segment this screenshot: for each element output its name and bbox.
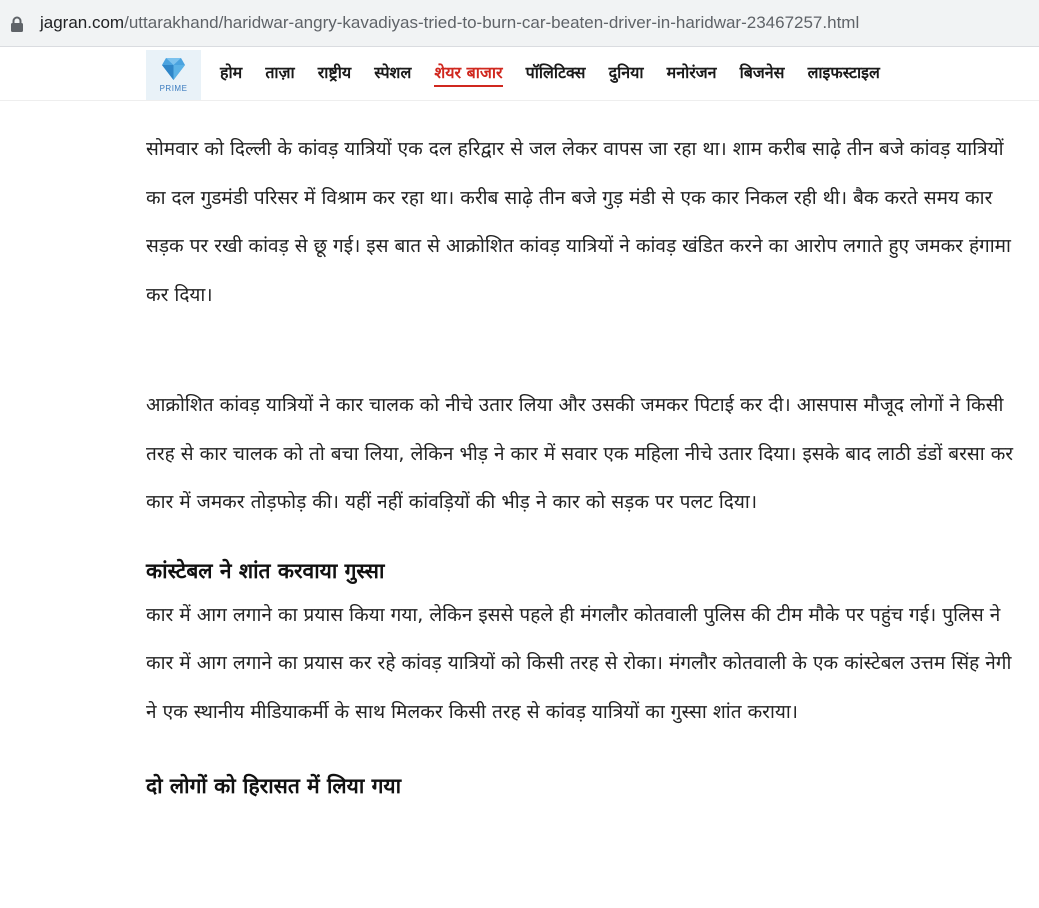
nav-item-lifestyle[interactable]: लाइफस्टाइल <box>807 63 880 82</box>
article-body <box>146 125 1026 806</box>
url-path: /uttarakhand/haridwar-angry-kavadiyas-tried-to-burn-car-beaten-driver-in-haridwar-23467257.html <box>124 13 860 32</box>
nav-item-national[interactable]: राष्ट्रीय <box>317 63 352 82</box>
nav-item-entertainment[interactable]: मनोरंजन <box>666 63 717 82</box>
browser-address-bar[interactable] <box>0 0 1039 47</box>
nav-item-share-market[interactable]: शेयर बाजार <box>434 61 502 87</box>
nav-item-latest[interactable]: ताज़ा <box>265 63 295 82</box>
section-heading-constable: कांस्टेबल ने शांत करवाया गुस्सा <box>146 558 385 583</box>
url-host: jagran.com <box>40 13 125 32</box>
nav-item-special[interactable]: स्पेशल <box>374 63 412 82</box>
article-paragraph-1: सोमवार को दिल्ली के कांवड़ यात्रियों एक दल हरिद्वार से जल लेकर वापस जा रहा था। शाम करीब साढ़े तीन बजे कांवड़ यात्रियों का दल गुडमंडी परिसर में विश्राम कर रहा था। करीब साढ़े तीन बजे गुड़ मंडी से एक कार निकल रही थी। बैक करते समय कार सड़क पर रखी कांवड़ से छू गई। इस बात से आक्रोशित कांवड़ यात्रियों ने कांवड़ खंडित करने का आरोप लगाते हुए जमकर हंगामा कर दिया। <box>146 138 1011 306</box>
nav-item-politics[interactable]: पॉलिटिक्स <box>525 63 586 82</box>
nav-item-home[interactable]: होम <box>220 63 243 82</box>
lock-icon[interactable] <box>10 16 24 32</box>
main-nav <box>220 61 898 87</box>
nav-item-business[interactable]: बिजनेस <box>739 63 785 82</box>
section-heading-custody: दो लोगों को हिरासत में लिया गया <box>146 774 402 798</box>
nav-item-world[interactable]: दुनिया <box>608 63 644 82</box>
article-paragraph-2: आक्रोशित कांवड़ यात्रियों ने कार चालक को नीचे उतार लिया और उसकी जमकर पिटाई कर दी। आसपास मौजूद लोगों ने किसी तरह से कार चालक को तो बचा लिया, लेकिन भीड़ ने कार में सवार एक महिला नीचे उतार दिया। इसके बाद लाठी डंडों बरसा कर कार में जमकर तोड़फोड़ की। यहीं नहीं कांवड़ियों की भीड़ ने कार को सड़क पर पलट दिया। <box>146 394 1014 513</box>
prime-label: PRIME <box>159 84 188 93</box>
article-paragraph-3: कार में आग लगाने का प्रयास किया गया, लेकिन इससे पहले ही मंगलौर कोतवाली पुलिस की टीम मौके पर पहुंच गई। पुलिस ने कार में आग लगाने का प्रयास कर रहे कांवड़ यात्रियों को किसी तरह से रोका। मंगलौर कोतवाली के एक कांस्टेबल उत्तम सिंह नेगी ने एक स्थानीय मीडियाकर्मी के साथ मिलकर किसी तरह से कांवड़ यात्रियों का गुस्सा शांत कराया। <box>146 603 1012 723</box>
diamond-icon <box>161 57 186 81</box>
prime-logo[interactable] <box>146 50 201 100</box>
url-text[interactable] <box>40 13 859 33</box>
